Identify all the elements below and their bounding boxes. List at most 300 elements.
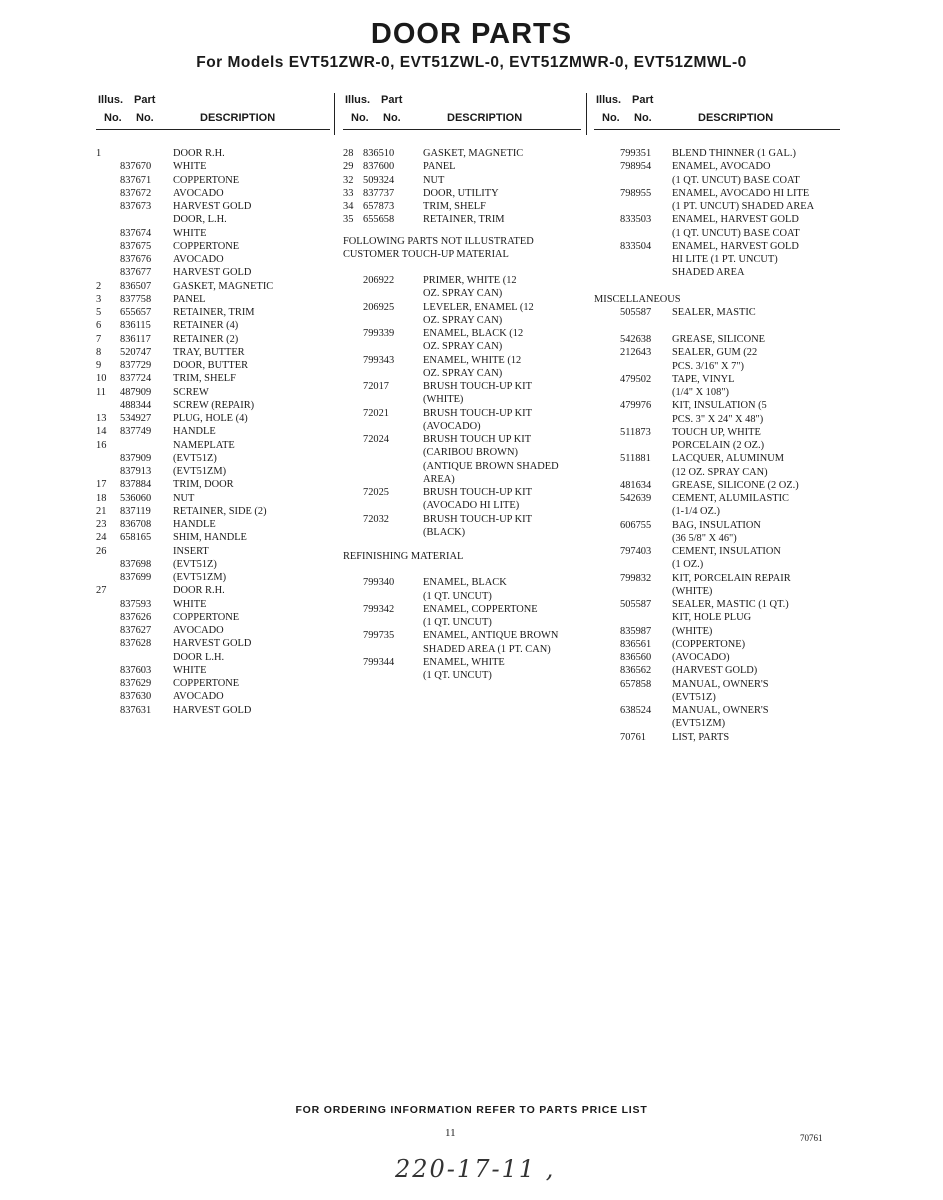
part-description: PRIMER, WHITE (12 [423,275,517,286]
part-description: BRUSH TOUCH-UP KIT [423,381,532,392]
illus-number: 3 [96,293,102,305]
illus-number: 11 [96,386,107,398]
part-number: 72024 [363,434,389,445]
part-number: 481634 [620,479,652,491]
part-description: (EVT51Z) [173,558,217,570]
part-number: 505587 [620,306,652,318]
table-row [343,274,581,287]
header-part: Part [134,94,156,106]
table-row [96,319,330,332]
part-description: OZ. SPRAY CAN) [423,288,503,300]
table-row [594,399,840,412]
part-number: 511873 [620,426,651,438]
illus-number [594,160,620,173]
table-row [594,505,840,518]
parts-list [96,130,330,717]
table-row [343,147,581,160]
part-description: TRIM, DOOR [173,479,234,491]
table-row [594,240,840,253]
table-row [594,492,840,505]
table-row [594,638,840,651]
table-row [343,187,581,200]
part-number: 836560 [620,652,652,663]
models-subtitle: For Models EVT51ZWR-0, EVT51ZWL-0, EVT51ZMWR-0, EVT51ZMWL-0 [196,54,747,71]
part-description: HARVEST GOLD [173,704,252,716]
part-description: (1 PT. UNCUT) SHADED AREA [672,201,815,212]
table-row [594,360,840,373]
illus-number [594,452,620,465]
table-row [594,519,840,532]
illus-number: 10 [96,373,107,385]
part-number: 536060 [120,492,152,504]
table-row [343,473,581,486]
table-row [96,478,330,491]
part-number: 837676 [120,254,152,265]
part-number [120,147,173,160]
part-description: WHITE [173,598,207,610]
part-number [363,590,423,603]
table-row [343,301,581,314]
illus-number: 32 [343,174,354,186]
illus-number: 26 [96,545,107,557]
part-description: KIT, INSULATION (5 [672,400,767,412]
illus-number [594,479,620,492]
illus-number [96,240,120,253]
part-number: 837675 [120,240,152,252]
illus-number [594,227,620,240]
parts-group [96,147,330,717]
part-number [620,360,672,373]
header-no2: No. [383,112,401,124]
part-number: 837672 [120,187,152,199]
part-description: HARVEST GOLD [173,201,252,212]
part-number: 655657 [120,307,152,318]
part-description: (WHITE) [423,394,464,406]
table-row [343,629,581,642]
part-description: (1 OZ.) [672,559,704,571]
part-description: SHIM, HANDLE [173,532,247,544]
part-description: (ANTIQUE BROWN SHADED [423,460,559,472]
part-number [620,200,672,213]
part-description: (EVT51Z) [173,452,217,464]
illus-number [594,346,620,359]
parts-group [343,235,581,248]
part-number: 836562 [620,665,652,677]
illus-number [594,651,620,664]
part-description: RETAINER (4) [173,320,239,332]
part-number: 212643 [620,347,652,359]
table-row [96,584,330,597]
illus-number [343,393,363,406]
part-number: 206925 [363,301,395,313]
part-description: ENAMEL, WHITE [423,656,505,668]
part-number: 837629 [120,678,152,689]
part-description: TOUCH UP, WHITE [672,426,761,438]
table-row [343,643,581,656]
part-description: NUT [423,174,445,186]
illus-number [96,465,120,478]
header-desc: DESCRIPTION [200,112,276,124]
part-description: RETAINER, TRIM [423,214,505,226]
illus-number [594,704,620,717]
table-row [96,160,330,173]
table-row [594,452,840,465]
part-description: TRAY, BUTTER [173,346,245,358]
section-title: REFINISHING MATERIAL [343,551,464,562]
table-row [96,704,330,717]
part-description: TAPE, VINYL [672,373,735,385]
table-row [96,359,330,372]
illus-number: 1 [96,148,102,159]
illus-number [343,287,363,300]
illus-number: 2 [96,280,102,292]
part-number: 798955 [620,187,652,199]
table-row [96,505,330,518]
illus-number [343,460,363,473]
part-number: 837671 [120,174,152,186]
header-desc: DESCRIPTION [698,112,774,124]
part-number: 520747 [120,346,152,358]
part-description: (1/4" X 108") [672,387,729,398]
illus-number [594,545,620,558]
illus-number [343,407,363,420]
part-number [363,526,423,539]
part-number [620,227,672,240]
part-number: 638524 [620,705,652,716]
part-number: 534927 [120,413,152,424]
parts-column-1 [96,93,330,717]
table-row [96,624,330,637]
illus-number: 16 [96,439,107,451]
part-number [363,643,423,656]
table-row [96,611,330,624]
part-description: (AVOCADO HI LITE) [423,500,520,512]
table-row [96,293,330,306]
table-row [96,174,330,187]
part-number: 837724 [120,373,152,385]
illus-number [594,360,620,373]
part-number: 837677 [120,267,152,279]
header-illus: Illus. [98,94,124,106]
table-row [594,200,840,213]
page-title: DOOR PARTS [370,18,573,50]
part-number [363,314,423,327]
table-row [594,466,840,479]
part-number: 655658 [363,214,395,226]
table-row [96,253,330,266]
part-number [620,532,672,545]
part-description: MANUAL, OWNER'S [672,705,769,716]
table-row [96,677,330,690]
illus-number [594,187,620,200]
illus-number [343,301,363,314]
illus-number [594,466,620,479]
illus-number: 7 [96,333,102,345]
part-description: COPPERTONE [173,678,240,689]
part-description: DOOR, L.H. [173,214,227,226]
part-number: 837673 [120,201,152,212]
part-number: 835987 [620,625,652,637]
part-number: 837603 [120,664,152,676]
part-number: 836115 [120,320,151,332]
table-row [343,380,581,393]
illus-number: 28 [343,148,354,159]
illus-number [594,240,620,253]
header-no1: No. [104,112,122,124]
part-number: 836561 [620,638,652,650]
table-row [96,240,330,253]
part-number [120,584,173,597]
part-number [620,413,672,426]
table-row [96,147,330,160]
part-number: 70761 [620,731,646,743]
part-description: BAG, INSULATION [672,519,761,531]
part-description: (BLACK) [423,526,466,538]
part-number: 799735 [363,630,395,642]
part-number: 488344 [120,399,152,411]
table-row [96,372,330,385]
table-row [96,518,330,531]
part-description: DOOR R.H. [173,148,225,159]
table-row [96,399,330,412]
part-number: 837699 [120,572,152,583]
table-row [343,590,581,603]
header-no1: No. [351,112,369,124]
table-row [343,174,581,187]
illus-number [594,492,620,505]
table-row [96,690,330,703]
illus-number [343,486,363,499]
part-description: LIST, PARTS [672,731,730,743]
section-title: CUSTOMER TOUCH-UP MATERIAL [343,248,509,260]
table-row [96,637,330,650]
illus-number: 5 [96,307,102,318]
part-description: ENAMEL, BLACK (12 [423,328,524,339]
part-number [620,585,672,598]
illus-number [594,306,620,319]
part-number: 837630 [120,691,152,703]
illus-number: 18 [96,492,107,504]
part-description: (1 QT. UNCUT) BASE COAT [672,227,800,239]
part-description: SEALER, MASTIC [672,306,756,318]
part-description: COPPERTONE [173,240,240,252]
table-row [343,433,581,446]
table-row [594,691,840,704]
part-description: SCREW [173,386,209,398]
table-row [96,306,330,319]
part-number: 799832 [620,572,652,584]
illus-number [343,576,363,589]
part-description: HARVEST GOLD [173,638,252,650]
table-row [594,558,840,571]
illus-number [594,147,620,160]
part-description: TRIM, SHELF [173,373,236,385]
part-number: 511881 [620,453,651,465]
part-number [620,386,672,399]
part-number: 657858 [620,678,652,690]
part-description: COPPERTONE [173,611,240,623]
table-row [96,200,330,213]
part-description: DOOR R.H. [173,585,225,597]
illus-number [96,637,120,650]
table-row [96,346,330,359]
parts-column-3 [594,93,840,744]
part-number: 798954 [620,161,652,173]
part-description: SHADED AREA (1 PT. CAN) [423,643,551,655]
column-divider [586,93,587,135]
part-description: KIT, PORCELAIN REPAIR [672,572,791,584]
part-number: 833503 [620,214,652,226]
illus-number [594,717,620,730]
part-description: (COPPERTONE) [672,638,746,650]
part-description: BRUSH TOUCH UP KIT [423,434,532,445]
part-description: WHITE [173,227,207,239]
table-row [594,731,840,744]
table-row [594,266,840,279]
table-row [96,664,330,677]
table-row [594,333,840,346]
parts-group [343,550,581,682]
part-number: 542639 [620,493,652,504]
part-description: (CARIBOU BROWN) [423,447,518,459]
illus-number [343,340,363,353]
illus-number [594,333,620,346]
part-description: (12 OZ. SPRAY CAN) [672,466,768,478]
table-row [594,413,840,426]
part-number: 72025 [363,487,389,498]
part-description: RETAINER, SIDE (2) [173,505,267,517]
table-row [343,513,581,526]
part-number: 658165 [120,532,152,544]
part-number: 836117 [120,333,151,345]
part-description: DOOR, BUTTER [173,360,249,371]
part-number [620,439,672,452]
part-description: AREA) [423,473,455,485]
table-row [594,625,840,638]
part-number: 836507 [120,280,152,292]
table-row [594,174,840,187]
table-row [343,576,581,589]
table-row [96,412,330,425]
part-number: 509324 [363,174,395,186]
part-description: MANUAL, OWNER'S [672,678,769,690]
illus-number [594,691,620,704]
table-row [96,545,330,558]
part-description: PANEL [173,293,206,305]
part-number: 542638 [620,334,652,345]
part-number: 837913 [120,466,152,477]
table-row [343,287,581,300]
part-number: 606755 [620,519,652,531]
part-number: 836708 [120,519,152,530]
handwritten-note: 220-17-11 , [395,1155,556,1183]
part-description: ENAMEL, HARVEST GOLD [672,214,799,226]
part-description: ENAMEL, HARVEST GOLD [672,240,799,252]
illus-number [96,690,120,703]
table-row [343,616,581,629]
part-description: BRUSH TOUCH-UP KIT [423,487,532,498]
illus-number [594,585,620,598]
table-row [343,446,581,459]
table-row [594,479,840,492]
illus-number: 35 [343,214,354,226]
column-header [96,93,330,130]
part-number: 799340 [363,577,395,589]
part-number [620,611,672,624]
table-row [96,452,330,465]
illus-number [343,643,363,656]
column-header [594,93,840,130]
illus-number [594,638,620,651]
part-number [363,393,423,406]
header-no1: No. [602,112,620,124]
table-row [343,367,581,380]
parts-column-2 [343,93,581,682]
header-no2: No. [634,112,652,124]
table-row [343,314,581,327]
part-description: NUT [173,492,195,504]
part-description: GREASE, SILICONE [672,334,765,345]
part-description: AVOCADO [173,691,224,703]
illus-number [594,439,620,452]
table-row [96,531,330,544]
part-number [120,213,173,226]
part-number: 72017 [363,381,389,392]
part-description: AVOCADO [173,187,224,199]
table-row [96,266,330,279]
part-description: COPPERTONE [173,174,240,186]
table-row [594,598,840,611]
part-number: 837749 [120,426,152,438]
illus-number [594,611,620,624]
table-row [594,386,840,399]
part-description: GASKET, MAGNETIC [173,280,274,292]
parts-group [594,333,840,744]
illus-number [594,266,620,279]
illus-number [96,677,120,690]
illus-number: 23 [96,519,107,530]
part-description: SEALER, MASTIC (1 QT.) [672,599,789,610]
part-description: (AVOCADO) [423,420,481,432]
table-row [96,213,330,226]
illus-number [96,253,120,266]
illus-number [343,603,363,616]
part-number [363,616,423,629]
table-row [594,306,840,319]
table-row [594,227,840,240]
part-description: SHADED AREA [672,267,745,279]
table-row [594,678,840,691]
illus-number: 13 [96,413,107,424]
part-description: RETAINER, TRIM [173,307,255,318]
part-description: SEALER, GUM (22 [672,347,758,359]
illus-number [594,532,620,545]
part-description: CEMENT, INSULATION [672,546,781,557]
part-number [363,446,423,459]
part-description: CEMENT, ALUMILASTIC [672,493,789,504]
part-number [363,460,423,473]
part-description: (1 QT. UNCUT) BASE COAT [672,174,800,186]
part-description: (1 QT. UNCUT) [423,590,492,602]
illus-number [594,253,620,266]
column-header [343,93,581,130]
illus-number [594,213,620,226]
part-description: PCS. 3" X 24" X 48") [672,413,764,425]
part-number: 837698 [120,558,152,570]
table-row [594,213,840,226]
part-number [120,545,173,558]
part-description: DOOR, UTILITY [423,187,499,199]
